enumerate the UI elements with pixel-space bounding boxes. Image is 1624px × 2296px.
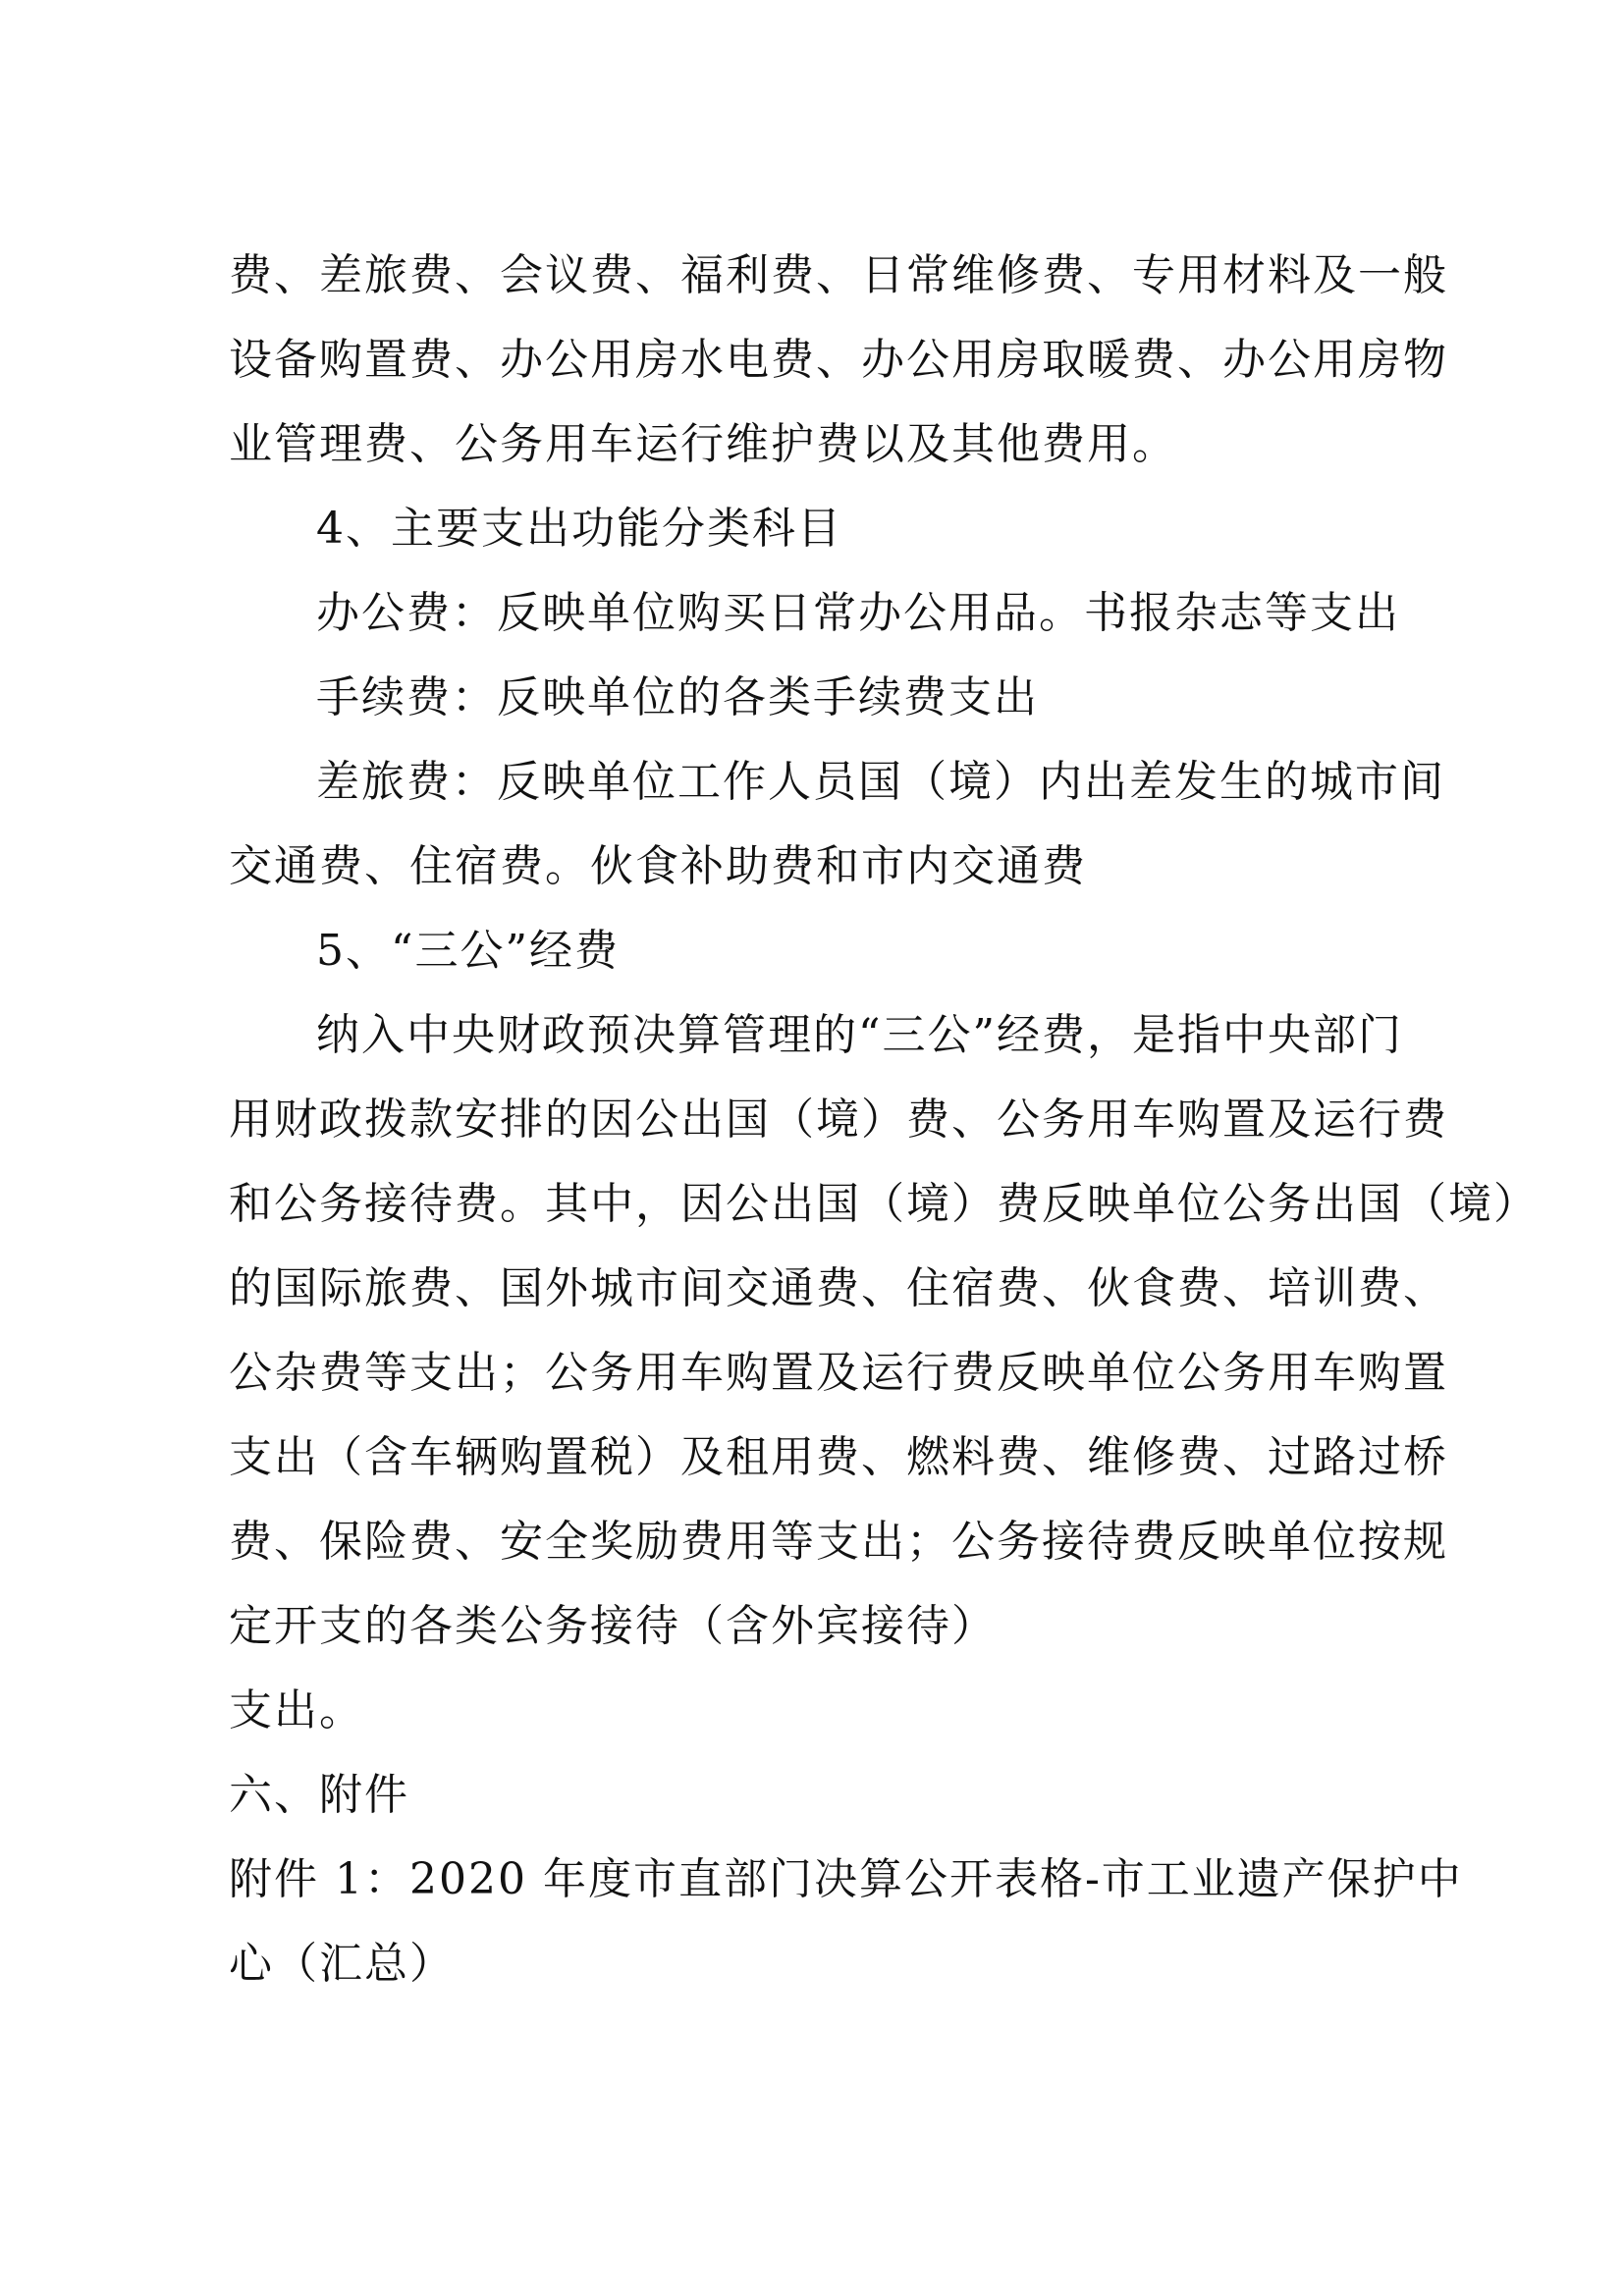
body-line: 纳入中央财政预决算管理的“三公”经费，是指中央部门 xyxy=(316,1010,1403,1060)
body-line: 公杂费等支出；公务用车购置及运行费反映单位公务用车购置 xyxy=(229,1348,1448,1398)
attachment-line: 心（汇总） xyxy=(229,1939,455,1989)
body-line: 设备购置费、办公用房水电费、办公用房取暖费、办公用房物 xyxy=(229,335,1448,385)
body-line: 用财政拨款安排的因公出国（境）费、公务用车购置及运行费 xyxy=(229,1095,1448,1145)
attachment-line: 附件 1：2020 年度市直部门决算公开表格-市工业遗产保护中 xyxy=(229,1854,1463,1904)
body-line: 办公费：反映单位购买日常办公用品。书报杂志等支出 xyxy=(316,588,1400,638)
section-heading: 5、“三公”经费 xyxy=(316,926,620,976)
body-line: 支出（含车辆购置税）及租用费、燃料费、维修费、过路过桥 xyxy=(229,1432,1448,1482)
body-line: 的国际旅费、国外城市间交通费、住宿费、伙食费、培训费、 xyxy=(229,1263,1448,1313)
section-heading: 4、主要支出功能分类科目 xyxy=(316,504,842,554)
section-heading: 六、附件 xyxy=(229,1770,409,1820)
body-line: 和公务接待费。其中，因公出国（境）费反映单位公务出国（境） xyxy=(229,1179,1539,1229)
body-line: 差旅费：反映单位工作人员国（境）内出差发生的城市间 xyxy=(316,757,1445,807)
body-line: 业管理费、公务用车运行维护费以及其他费用。 xyxy=(229,419,1177,469)
body-line: 交通费、住宿费。伙食补助费和市内交通费 xyxy=(229,841,1087,891)
body-line: 手续费：反映单位的各类手续费支出 xyxy=(316,672,1039,722)
body-line: 费、保险费、安全奖励费用等支出；公务接待费反映单位按规 xyxy=(229,1517,1448,1567)
body-line: 支出。 xyxy=(229,1685,364,1735)
body-line: 费、差旅费、会议费、福利费、日常维修费、专用材料及一般 xyxy=(229,250,1448,300)
body-line: 定开支的各类公务接待（含外宾接待） xyxy=(229,1601,997,1651)
